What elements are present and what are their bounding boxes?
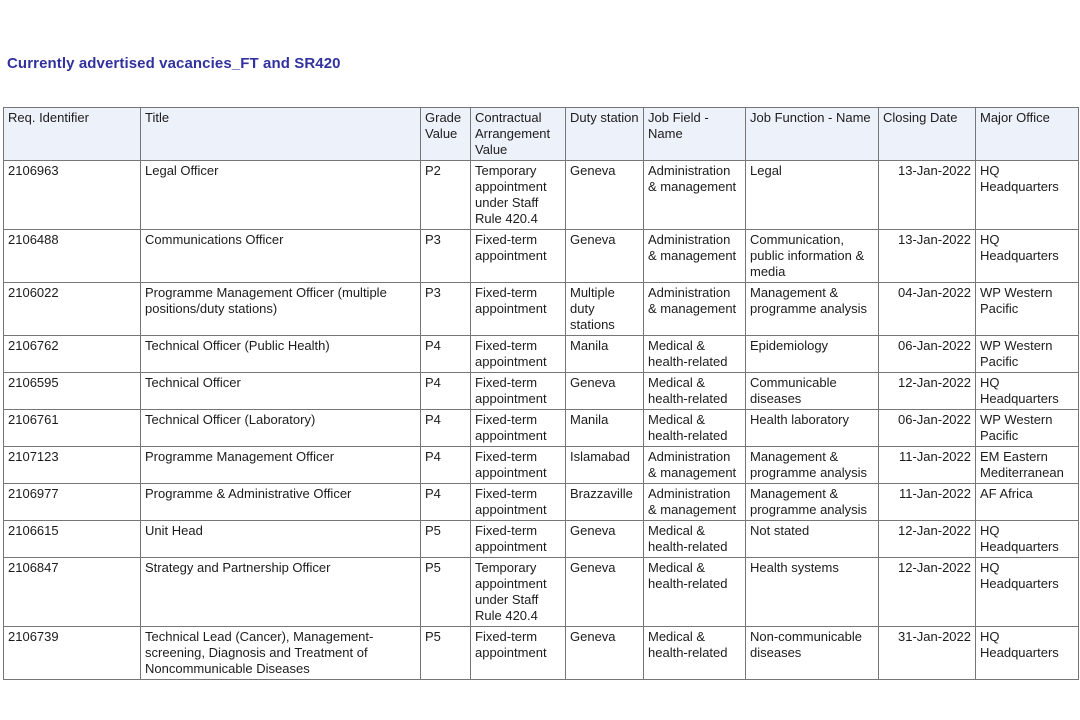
column-header-duty-station: Duty station [566, 108, 644, 161]
cell-closing-date: 12-Jan-2022 [879, 373, 976, 410]
cell-major-office: HQ Headquarters [976, 521, 1079, 558]
cell-grade-value: P4 [421, 447, 471, 484]
cell-job-function-name: Health laboratory [746, 410, 879, 447]
table-row [4, 410, 1079, 447]
cell-duty-station: Multiple duty stations [566, 283, 644, 336]
table-row [4, 373, 1079, 410]
cell-title: Programme Management Officer [141, 447, 421, 484]
cell-job-field-name: Medical & health-related [644, 627, 746, 680]
cell-grade-value: P4 [421, 410, 471, 447]
cell-req-identifier: 2106762 [4, 336, 141, 373]
cell-job-field-name: Administration & management [644, 484, 746, 521]
cell-duty-station: Manila [566, 410, 644, 447]
cell-job-field-name: Medical & health-related [644, 521, 746, 558]
cell-closing-date: 06-Jan-2022 [879, 336, 976, 373]
cell-title: Unit Head [141, 521, 421, 558]
cell-major-office: HQ Headquarters [976, 373, 1079, 410]
cell-major-office: WP Western Pacific [976, 336, 1079, 373]
cell-title: Strategy and Partnership Officer [141, 558, 421, 627]
cell-job-field-name: Administration & management [644, 230, 746, 283]
cell-major-office: HQ Headquarters [976, 558, 1079, 627]
cell-grade-value: P5 [421, 558, 471, 627]
vacancies-table [3, 107, 1079, 680]
cell-major-office: HQ Headquarters [976, 161, 1079, 230]
cell-title: Technical Officer (Laboratory) [141, 410, 421, 447]
cell-major-office: WP Western Pacific [976, 410, 1079, 447]
page-title: Currently advertised vacancies_FT and SR420 [7, 55, 341, 72]
cell-grade-value: P3 [421, 283, 471, 336]
cell-grade-value: P3 [421, 230, 471, 283]
cell-contractual-arrangement-value: Fixed-term appointment [471, 373, 566, 410]
cell-title: Legal Officer [141, 161, 421, 230]
column-header-major-office: Major Office [976, 108, 1079, 161]
cell-req-identifier: 2106488 [4, 230, 141, 283]
cell-closing-date: 06-Jan-2022 [879, 410, 976, 447]
column-header-req-identifier: Req. Identifier [4, 108, 141, 161]
cell-grade-value: P4 [421, 373, 471, 410]
cell-grade-value: P5 [421, 521, 471, 558]
cell-job-function-name: Legal [746, 161, 879, 230]
cell-grade-value: P4 [421, 484, 471, 521]
cell-req-identifier: 2106963 [4, 161, 141, 230]
column-header-job-field-name: Job Field - Name [644, 108, 746, 161]
table-row [4, 558, 1079, 627]
cell-title: Programme Management Officer (multiple positions/duty stations) [141, 283, 421, 336]
cell-contractual-arrangement-value: Temporary appointment under Staff Rule 420.4 [471, 161, 566, 230]
cell-req-identifier: 2106739 [4, 627, 141, 680]
column-header-job-function-name: Job Function - Name [746, 108, 879, 161]
cell-contractual-arrangement-value: Fixed-term appointment [471, 283, 566, 336]
cell-grade-value: P5 [421, 627, 471, 680]
cell-closing-date: 12-Jan-2022 [879, 521, 976, 558]
cell-req-identifier: 2106022 [4, 283, 141, 336]
cell-closing-date: 11-Jan-2022 [879, 484, 976, 521]
cell-req-identifier: 2106977 [4, 484, 141, 521]
cell-title: Communications Officer [141, 230, 421, 283]
cell-job-function-name: Communicable diseases [746, 373, 879, 410]
cell-contractual-arrangement-value: Fixed-term appointment [471, 484, 566, 521]
cell-req-identifier: 2106761 [4, 410, 141, 447]
cell-job-field-name: Medical & health-related [644, 410, 746, 447]
cell-job-function-name: Health systems [746, 558, 879, 627]
column-header-title: Title [141, 108, 421, 161]
table-row [4, 447, 1079, 484]
cell-duty-station: Geneva [566, 161, 644, 230]
cell-job-function-name: Communication, public information & media [746, 230, 879, 283]
cell-title: Technical Lead (Cancer), Management-screening, Diagnosis and Treatment of Noncommunicable Diseases [141, 627, 421, 680]
cell-closing-date: 13-Jan-2022 [879, 161, 976, 230]
cell-duty-station: Geneva [566, 230, 644, 283]
cell-closing-date: 11-Jan-2022 [879, 447, 976, 484]
table-header-row [4, 108, 1079, 161]
cell-closing-date: 13-Jan-2022 [879, 230, 976, 283]
cell-major-office: HQ Headquarters [976, 230, 1079, 283]
cell-req-identifier: 2107123 [4, 447, 141, 484]
cell-job-field-name: Administration & management [644, 161, 746, 230]
cell-job-function-name: Epidemiology [746, 336, 879, 373]
cell-job-field-name: Administration & management [644, 283, 746, 336]
cell-duty-station: Brazzaville [566, 484, 644, 521]
cell-major-office: EM Eastern Mediterranean [976, 447, 1079, 484]
cell-contractual-arrangement-value: Fixed-term appointment [471, 447, 566, 484]
cell-closing-date: 31-Jan-2022 [879, 627, 976, 680]
table-row [4, 627, 1079, 680]
cell-closing-date: 04-Jan-2022 [879, 283, 976, 336]
table-row [4, 484, 1079, 521]
table-row [4, 521, 1079, 558]
cell-duty-station: Geneva [566, 627, 644, 680]
cell-req-identifier: 2106615 [4, 521, 141, 558]
cell-req-identifier: 2106847 [4, 558, 141, 627]
cell-duty-station: Geneva [566, 373, 644, 410]
cell-title: Technical Officer [141, 373, 421, 410]
cell-job-field-name: Medical & health-related [644, 558, 746, 627]
cell-job-function-name: Management & programme analysis [746, 283, 879, 336]
cell-contractual-arrangement-value: Fixed-term appointment [471, 521, 566, 558]
table-row [4, 161, 1079, 230]
cell-job-field-name: Administration & management [644, 447, 746, 484]
cell-grade-value: P4 [421, 336, 471, 373]
cell-contractual-arrangement-value: Fixed-term appointment [471, 230, 566, 283]
cell-grade-value: P2 [421, 161, 471, 230]
cell-major-office: AF Africa [976, 484, 1079, 521]
cell-duty-station: Geneva [566, 558, 644, 627]
cell-closing-date: 12-Jan-2022 [879, 558, 976, 627]
table-row [4, 230, 1079, 283]
cell-req-identifier: 2106595 [4, 373, 141, 410]
cell-job-field-name: Medical & health-related [644, 336, 746, 373]
cell-title: Programme & Administrative Officer [141, 484, 421, 521]
cell-title: Technical Officer (Public Health) [141, 336, 421, 373]
cell-job-function-name: Not stated [746, 521, 879, 558]
cell-duty-station: Geneva [566, 521, 644, 558]
cell-job-function-name: Management & programme analysis [746, 447, 879, 484]
cell-contractual-arrangement-value: Fixed-term appointment [471, 627, 566, 680]
column-header-contractual-arrangement-value: Contractual Arrangement Value [471, 108, 566, 161]
cell-major-office: HQ Headquarters [976, 627, 1079, 680]
cell-major-office: WP Western Pacific [976, 283, 1079, 336]
cell-job-function-name: Non-communicable diseases [746, 627, 879, 680]
cell-job-field-name: Medical & health-related [644, 373, 746, 410]
cell-duty-station: Manila [566, 336, 644, 373]
cell-contractual-arrangement-value: Fixed-term appointment [471, 410, 566, 447]
cell-contractual-arrangement-value: Temporary appointment under Staff Rule 420.4 [471, 558, 566, 627]
column-header-closing-date: Closing Date [879, 108, 976, 161]
table-row [4, 336, 1079, 373]
cell-duty-station: Islamabad [566, 447, 644, 484]
cell-job-function-name: Management & programme analysis [746, 484, 879, 521]
column-header-grade-value: Grade Value [421, 108, 471, 161]
table-row [4, 283, 1079, 336]
cell-contractual-arrangement-value: Fixed-term appointment [471, 336, 566, 373]
